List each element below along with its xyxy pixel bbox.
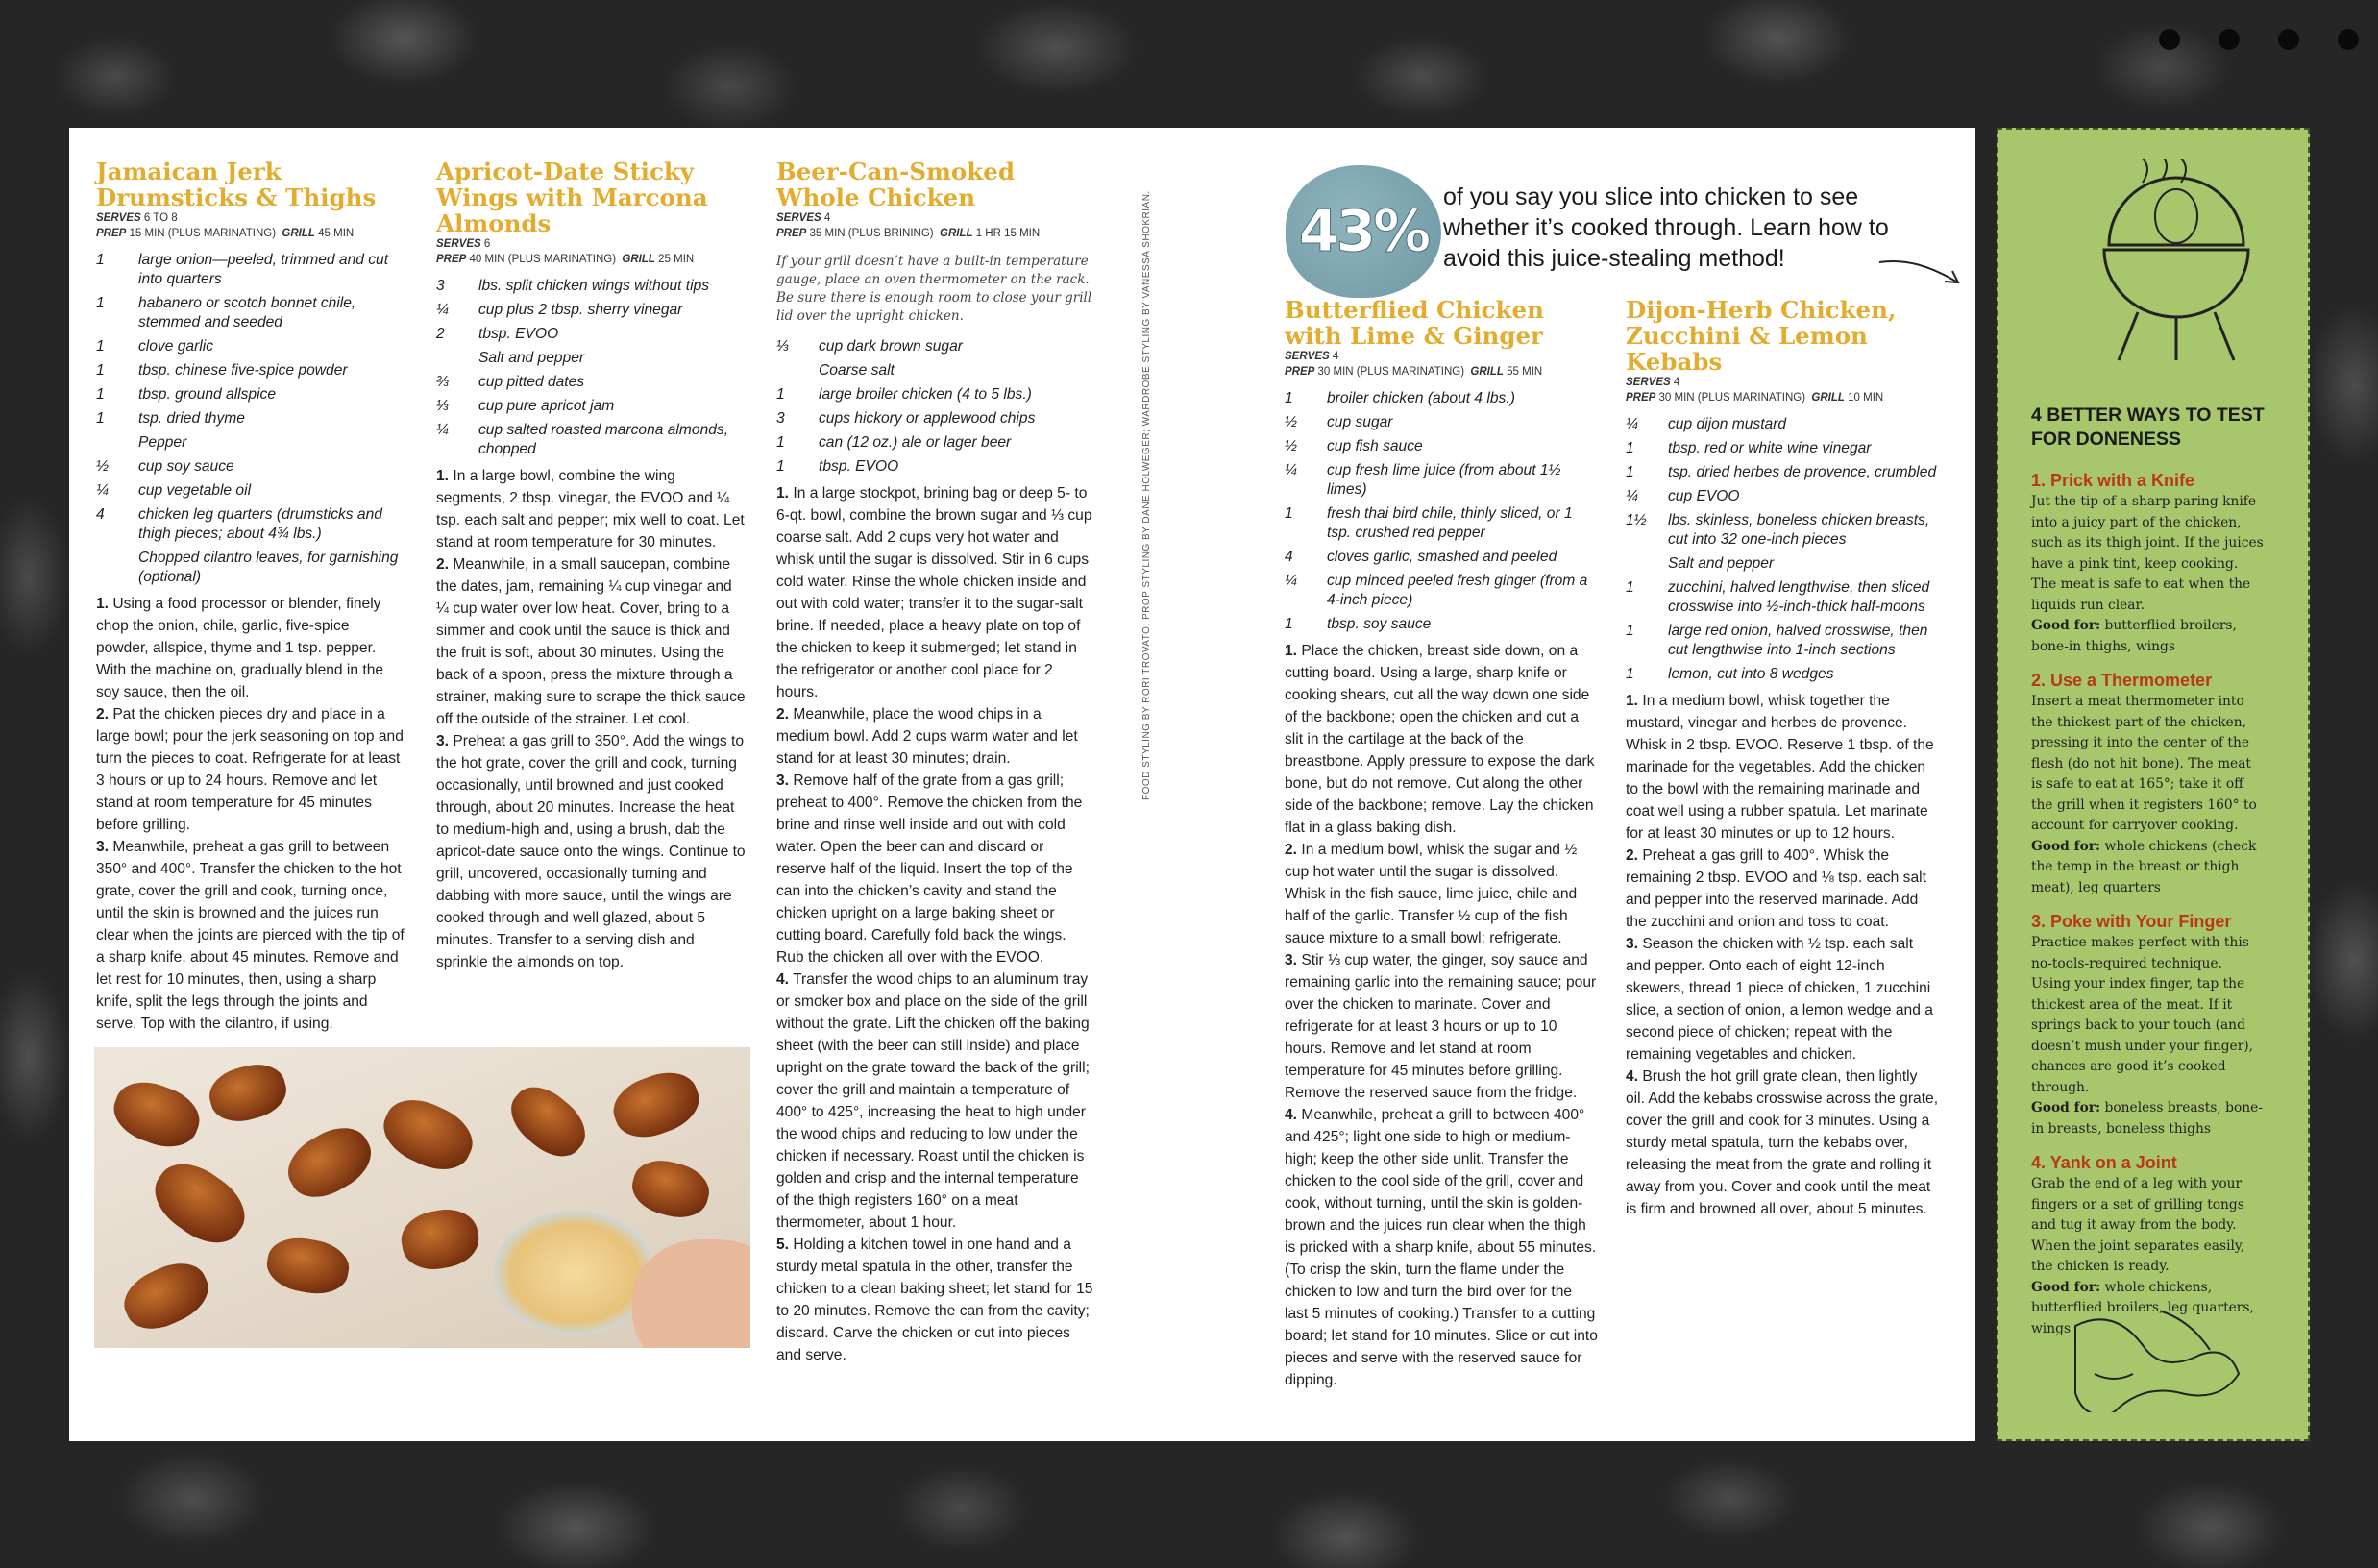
recipe-step [776, 968, 1093, 1234]
step-number: 3. [436, 733, 450, 749]
ingredient-text: cup fresh lime juice (from about 1½ limes) [1327, 462, 1561, 498]
ingredient-text: large onion—peeled, trimmed and cut into quarters [138, 252, 389, 287]
ingredient [96, 385, 405, 404]
step-text: Place the chicken, breast side down, on a cutting board. Using a large, sharp knife or cooking shears, cut all the way down one side of the backbone; open the chicken and cut a slit in the cartilage at the back of the breastbone. Apply pressure to expose the dark bone, but do not remove. Cut along the other side of the backbone; remove. Lay the chicken flat in a glass baking dish. [1285, 643, 1595, 836]
recipe-step [776, 1234, 1093, 1366]
ingredient [1626, 554, 1939, 574]
step-text: In a large bowl, combine the wing segments, 2 tbsp. vinegar, the EVOO and ¼ tsp. each salt and pepper; mix well to coat. Let stand at room temperature for 30 minutes. [436, 468, 745, 551]
ingredient-text: can (12 oz.) ale or lager beer [819, 434, 1012, 451]
ingredient-qty: 1 [1626, 623, 1634, 639]
ingredient-text: tbsp. red or white wine vinegar [1668, 440, 1872, 456]
ingredient-qty [96, 549, 138, 587]
ingredient-qty: ¼ [436, 422, 450, 438]
ingredient-text: cup vegetable oil [138, 482, 252, 499]
step-number: 4. [776, 971, 790, 988]
step-text: Using a food processor or blender, finely chop the onion, chile, garlic, five-spice powder, allspice, thyme and 1 tsp. pepper. With the machine on, gradually blend in the soy sauce, then the oil. [96, 596, 384, 700]
good-for-text: butterflied broilers, bone-in thighs, wings [2031, 618, 2237, 654]
ingredient-text: lbs. skinless, boneless chicken breasts, cut into 32 one-inch pieces [1668, 512, 1930, 548]
recipe-meta: SERVES 4 [1626, 377, 1680, 388]
ingredient-qty: ¼ [1285, 573, 1298, 589]
tip-body [2031, 492, 2266, 657]
ingredient [436, 277, 746, 296]
ingredient-text: clove garlic [138, 338, 213, 355]
recipe-step [1285, 1104, 1598, 1391]
ingredient [96, 251, 405, 289]
ingredient [1285, 548, 1598, 567]
step-list [436, 465, 746, 973]
recipe-butterflied [1285, 128, 1598, 1391]
step-number: 1. [776, 485, 790, 502]
ingredient-qty [436, 349, 478, 368]
recipe-title: Butterflied Chicken with Lime & Ginger [1285, 296, 1544, 350]
ingredient-text: broiler chicken (about 4 lbs.) [1327, 390, 1515, 406]
tip-text: Jut the tip of a sharp paring knife into a juicy part of the chicken, such as its thigh joint. If the juices have a pink tint, keep cooking. The meat is safe to eat when the liquids run clear. [2031, 494, 2264, 613]
ingredient-qty: ¼ [1626, 416, 1639, 432]
ingredient [436, 373, 746, 392]
ingredient-qty: ¼ [96, 482, 110, 499]
ingredient-text: zucchini, halved lengthwise, then sliced crosswise into ½-inch-thick half-moons [1668, 579, 1930, 615]
recipe-step [1626, 933, 1939, 1066]
ingredient [776, 385, 1093, 404]
step-text: Stir ⅓ cup water, the ginger, soy sauce and remaining garlic into the remaining sauce; pour over the chicken to marinate. Cover and refrigerate for at least 3 hours or up to 10 hours. Remove and let stand at room temperature for 45 minutes before grilling. Remove the reserved sauce from the fridge. [1285, 952, 1597, 1101]
recipe-step [436, 730, 746, 973]
ingredient-qty: 1 [96, 386, 105, 403]
ingredient-text: cups hickory or applewood chips [819, 410, 1036, 427]
ingredient-text: cup plus 2 tbsp. sherry vinegar [478, 302, 683, 318]
step-text: Transfer the wood chips to an aluminum tray or smoker box and place on the side of the grill without the grate. Lift the chicken off the baking sheet (with the beer can still inside) and place upright on the grate toward the back of the grill; cover the grill and maintain a temperature of 400° to 425°, increasing the heat to high under the wood chips and reducing to low under the chicken if necessary. Roast until the chicken is golden and crisp and the internal temperature of the thigh registers 160° on a meat thermometer, about 1 hour. [776, 971, 1090, 1231]
step-number: 3. [776, 772, 790, 789]
recipe-meta: SERVES 6 TO 8 [96, 212, 178, 224]
recipe-step [96, 836, 405, 1035]
good-for-label: Good for: [2031, 1279, 2101, 1295]
ingredient [96, 361, 405, 380]
tip-text: Practice makes perfect with this no-tools-required technique. Using your index finger, tap the thickest area of the meat. If it springs back to your touch (and doesn’t mush under your finger), chances are good it’s cooked through. [2031, 935, 2254, 1095]
ingredient-text: large red onion, halved crosswise, then cut lengthwise into 1-inch sections [1668, 623, 1928, 658]
tip-body [2031, 692, 2266, 898]
ingredient [1285, 504, 1598, 543]
ingredient-text: tsp. dried herbes de provence, crumbled [1668, 464, 1937, 480]
step-text: Meanwhile, preheat a gas grill to between 350° and 400°. Transfer the chicken to the hot grate, cover the grill and cook, turning once, until the skin is browned and the juices run clear when the joints are pierced with the tip of a sharp knife, about 45 minutes. Remove and let rest for 10 minutes, then, using a sharp knife, split the legs through the joints and serve. Top with the cilantro, if using. [96, 839, 405, 1032]
stat-text: of you say you slice into chicken to see whether it’s cooked through. Learn how to avoid this juice-stealing method! [1443, 184, 1889, 272]
ingredient-qty: 1 [776, 458, 785, 475]
good-for-label: Good for: [2031, 838, 2101, 854]
ingredient-qty: ½ [96, 458, 110, 475]
ingredient-text: chicken leg quarters (drumsticks and thigh pieces; about 4¾ lbs.) [138, 506, 382, 542]
ingredient-qty: ½ [1285, 438, 1298, 454]
step-text: Preheat a gas grill to 350°. Add the wings to the hot grate, cover the grill and cook, turning occasionally, until browned and just cooked through, about 20 minutes. Increase the heat to medium-high and, using a brush, dab the apricot-date sauce onto the wings. Continue to grill, uncovered, occasionally turning and dabbing with more sauce, until the wings are cooked through and well glazed, about 5 minutes. Transfer to a serving dish and sprinkle the almonds on top. [436, 733, 746, 970]
step-list [96, 593, 405, 1035]
recipe-wings [436, 128, 746, 973]
ingredient-text: cup salted roasted marcona almonds, chopped [478, 422, 729, 457]
ingredient-qty: ⅔ [436, 374, 450, 390]
good-for-text: whole chickens, butterflied broilers, leg quarters, wings [2031, 1279, 2254, 1336]
ingredient-text: tsp. dried thyme [138, 410, 245, 427]
step-text: Holding a kitchen towel in one hand and a sturdy metal spatula in the other, transfer the chicken to a clean baking sheet; let stand for 15 to 20 minutes. Remove the can from the cavity; discard. Carve the chicken or cut into pieces and serve. [776, 1237, 1093, 1363]
ingredient-text: tbsp. chinese five-spice powder [138, 362, 348, 379]
ingredient-qty: 1 [96, 252, 105, 268]
recipe-meta: SERVES 4 [1285, 351, 1339, 362]
ingredient [436, 325, 746, 344]
tip-list [2031, 469, 2266, 1339]
ingredient-text: Chopped cilantro leaves, for garnishing (optional) [138, 550, 399, 585]
ingredient-text: Pepper [138, 434, 187, 451]
step-text: In a large stockpot, brining bag or deep 5- to 6-qt. bowl, combine the brown sugar and ⅓ cup coarse salt. Add 2 cups very hot water and whisk until the sugar is dissolved. Stir in 6 cups cold water. Rinse the whole chicken inside and out with cold water; transfer it to the sugar-salt brine. If needed, place a heavy plate on top of the chicken to keep it submerged; let stand in the refrigerator or another cool place for 2 hours. [776, 485, 1092, 700]
recipe-step [436, 465, 746, 553]
ingredient-text: cup EVOO [1668, 488, 1740, 504]
ingredient-qty: 1 [1285, 505, 1293, 522]
step-number: 1. [96, 596, 110, 612]
recipe-step [1626, 1066, 1939, 1220]
recipe-step [1285, 949, 1598, 1104]
ingredient-text: cup dijon mustard [1668, 416, 1787, 432]
photo-credit: FOOD STYLING BY RORI TROVATO; PROP STYLING BY DANE HOLWEGER; WARDROBE STYLING BY VANESSA SHOKRIAN. [1141, 190, 1152, 800]
tip-body [2031, 933, 2266, 1139]
ingredient-text: cup minced peeled fresh ginger (from a 4-inch piece) [1327, 573, 1588, 608]
ingredient [776, 457, 1093, 477]
sidebar-heading: 4 BETTER WAYS TO TEST FOR DONENESS [2031, 404, 2265, 450]
step-number: 1. [1285, 643, 1298, 659]
ingredient-qty: 1½ [1626, 512, 1647, 528]
ingredient-qty: 1 [1285, 390, 1293, 406]
ingredient-qty: 1 [1626, 440, 1634, 456]
recipe-meta: SERVES 4 [776, 212, 831, 224]
step-number: 4. [1626, 1068, 1639, 1085]
step-number: 3. [1285, 952, 1298, 968]
ingredient-qty [96, 433, 138, 453]
step-text: Meanwhile, preheat a grill to between 400° and 425°; light one side to high or medium-high; keep the other side unlit. Transfer the chicken to the cool side of the grill, cover and cook, without turning, until the skin is golden-brown and the juices run clear when the thigh is pricked with a sharp knife, about 55 minutes. (To crisp the skin, turn the flame under the chicken to low and turn the bird over for the last 5 minutes of cooking.) Transfer to a cutting board; let stand for 10 minutes. Slice or cut into pieces and serve with the reserved sauce for dipping. [1285, 1107, 1598, 1388]
ingredient-text: tbsp. EVOO [478, 326, 559, 342]
ingredient-text: cup pure apricot jam [478, 398, 615, 414]
recipe-title: Dijon-Herb Chicken, Zucchini & Lemon Kebabs [1626, 296, 1897, 376]
recipe-times: PREP 30 MIN (PLUS MARINATING) GRILL 10 MIN [1626, 392, 1884, 404]
recipe-title: Jamaican Jerk Drumsticks & Thighs [96, 158, 377, 211]
recipe-step [776, 703, 1093, 770]
good-for-label: Good for: [2031, 1100, 2101, 1115]
ingredient-text: tbsp. ground allspice [138, 386, 277, 403]
ingredient-qty: 4 [96, 506, 105, 523]
ingredient-qty: 1 [1626, 579, 1634, 596]
recipe-meta: SERVES 6 [436, 238, 491, 250]
ingredient-list [436, 277, 746, 459]
ingredient [96, 457, 405, 477]
tip-title: 3. Poke with Your Finger [2031, 912, 2232, 931]
tip-title: 2. Use a Thermometer [2031, 671, 2213, 690]
ingredient [96, 409, 405, 429]
tip-title: 1. Prick with a Knife [2031, 471, 2195, 490]
ingredient-qty: 4 [1285, 549, 1293, 565]
step-text: Remove half of the grate from a gas grill; preheat to 400°. Remove the chicken from the brine and rinse well inside and out with cold water. Open the beer can and discard or reserve half of the liquid. Insert the top of the can into the chicken’s cavity and stand the chicken upright on a large baking sheet or cutting board. Carefully fold back the wings. Rub the chicken all over with the EVOO. [776, 772, 1083, 966]
ingredient-list [776, 337, 1093, 477]
ingredient-text: cup dark brown sugar [819, 338, 963, 355]
ingredient-text: tbsp. EVOO [819, 458, 899, 475]
ingredient-text: habanero or scotch bonnet chile, stemmed and seeded [138, 295, 356, 331]
grill-icon [2085, 159, 2268, 370]
step-text: Pat the chicken pieces dry and place in a large bowl; pour the jerk seasoning on top and turn the pieces to coat. Refrigerate for at least 3 hours or up to 24 hours. Remove and let stand at room temperature for 45 minutes before grilling. [96, 706, 404, 833]
ingredient [1626, 487, 1939, 506]
ingredient-text: cloves garlic, smashed and peeled [1327, 549, 1557, 565]
step-text: In a medium bowl, whisk the sugar and ½ cup hot water until the sugar is dissolved. Whisk in the fish sauce, lime juice, chile and half of the garlic. Transfer ½ cup of the fish sauce mixture to a small bowl; refrigerate. [1285, 842, 1578, 946]
tip-text: Insert a meat thermometer into the thickest part of the chicken, pressing it into the center of the flesh (do not hit bone). The meat is safe to eat at 165°; take it off the grill when it registers 160° to account for carryover cooking. [2031, 694, 2257, 833]
ingredient-qty: ¼ [1626, 488, 1639, 504]
ingredient-qty: 1 [1285, 616, 1293, 632]
recipe-times: PREP 15 MIN (PLUS MARINATING) GRILL 45 MIN [96, 228, 355, 239]
recipe-title: Beer-Can-Smoked Whole Chicken [776, 158, 1015, 211]
ingredient-text: Salt and pepper [478, 350, 585, 366]
step-text: Preheat a gas grill to 400°. Whisk the remaining 2 tbsp. EVOO and ⅛ tsp. each salt and pepper into the reserved marinade. Add the zucchini and onion and toss to coat. [1626, 847, 1926, 930]
good-for-text: whole chickens (check the temp in the breast or thigh meat), leg quarters [2031, 838, 2257, 895]
ingredient [1285, 615, 1598, 634]
ingredient [96, 337, 405, 356]
ingredient-list [1626, 415, 1939, 684]
step-list [1285, 640, 1598, 1391]
wings-photo [94, 1047, 750, 1348]
ingredient-text: Salt and pepper [1668, 555, 1775, 572]
recipe-step [96, 703, 405, 836]
good-for-label: Good for: [2031, 618, 2101, 633]
ingredient-qty: ⅓ [436, 398, 450, 414]
ingredient-qty: 3 [776, 410, 785, 427]
recipe-step [776, 770, 1093, 968]
ingredient [1285, 413, 1598, 432]
step-text: Season the chicken with ½ tsp. each salt and pepper. Onto each of eight 12-inch skewers, thread 1 piece of chicken, 1 zucchini slice, a section of onion, a lemon wedge and a second piece of chicken; repeat with the remaining vegetables and chicken. [1626, 936, 1933, 1063]
step-number: 1. [1626, 693, 1639, 709]
ingredient-qty: 1 [96, 338, 105, 355]
ingredient-text: lbs. split chicken wings without tips [478, 278, 710, 294]
ingredient-text: cup pitted dates [478, 374, 585, 390]
recipe-jerk [96, 128, 405, 1035]
step-list [776, 482, 1093, 1366]
ingredient-qty: 3 [436, 278, 445, 294]
ingredient-text: cup sugar [1327, 414, 1393, 430]
recipe-times: PREP 35 MIN (PLUS BRINING) GRILL 1 HR 15 MIN [776, 228, 1041, 239]
ingredient [436, 349, 746, 368]
ingredient-qty: 1 [96, 362, 105, 379]
recipe-note: If your grill doesn’t have a built-in temperature gauge, place an oven thermometer on the rack. Be sure there is enough room to close your grill lid over the upright chicken. [776, 254, 1092, 324]
ingredient [776, 361, 1093, 380]
ingredient [436, 421, 746, 459]
ingredient-qty: 1 [1626, 464, 1634, 480]
ingredient [96, 294, 405, 332]
recipe-step [1626, 690, 1939, 845]
ingredient [1626, 463, 1939, 482]
recipe-beer-can [776, 128, 1093, 1366]
step-text: Brush the hot grill grate clean, then lightly oil. Add the kebabs crosswise across the grate, cover the grill and cook for 3 minutes. Using a sturdy metal spatula, turn the kebabs over, releasing the meat from the grate and rolling it away from you. Cover and cook until the meat is firm and browned all over, about 5 minutes. [1626, 1068, 1939, 1217]
ingredient-qty: ½ [1285, 414, 1298, 430]
ingredient-qty: 1 [96, 295, 105, 311]
ingredient-list [1285, 389, 1598, 634]
stat-percent: 43% [1298, 198, 1429, 265]
ingredient-text: tbsp. soy sauce [1327, 616, 1432, 632]
ingredient-text: cup soy sauce [138, 458, 234, 475]
recipe-step [1626, 845, 1939, 933]
ingredient [1285, 461, 1598, 500]
ingredient [436, 397, 746, 416]
step-number: 4. [1285, 1107, 1298, 1123]
step-number: 2. [1285, 842, 1298, 858]
ingredient-text: fresh thai bird chile, thinly sliced, or 1 tsp. crushed red pepper [1327, 505, 1573, 541]
recipe-step [436, 553, 746, 730]
recipe-step [96, 593, 405, 703]
ingredient [1626, 665, 1939, 684]
doneness-sidebar [1997, 128, 2310, 1441]
recipe-step [776, 482, 1093, 703]
step-number: 1. [436, 468, 450, 484]
ingredient [1285, 437, 1598, 456]
step-number: 2. [436, 556, 450, 573]
ingredient-qty [776, 361, 819, 380]
step-text: Meanwhile, in a small saucepan, combine the dates, jam, remaining ¼ cup vinegar and ¼ cup water over low heat. Cover, bring to a simmer and cook until the sauce is thick and the fruit is soft, about 30 minutes. Using the back of a spoon, press the mixture through a strainer, making sure to scrape the thick sauce off the outside of the strainer. Let cool. [436, 556, 746, 727]
ingredient [96, 505, 405, 544]
magazine-page [69, 128, 1975, 1441]
ingredient [1285, 572, 1598, 610]
ingredient [776, 409, 1093, 429]
step-text: In a medium bowl, whisk together the mustard, vinegar and herbes de provence. Whisk in 2 tbsp. EVOO. Reserve 1 tbsp. of the marinade for the vegetables. Add the chicken to the bowl with the remaining marinade and coat well using a rubber spatula. Let marinate for at least 30 minutes or up to 12 hours. [1626, 693, 1934, 842]
ingredient [1626, 622, 1939, 660]
ingredient [96, 433, 405, 453]
ingredient [96, 549, 405, 587]
recipe-times: PREP 40 MIN (PLUS MARINATING) GRILL 25 MIN [436, 254, 695, 265]
ingredient-qty: 1 [776, 386, 785, 403]
tip-text: Grab the end of a leg with your fingers or a set of grilling tongs and tug it away from the body. When the joint separates easily, the chicken is ready. [2031, 1176, 2245, 1274]
step-list [1626, 690, 1939, 1220]
ingredient-qty: 1 [96, 410, 105, 427]
step-number: 2. [776, 706, 790, 723]
recipe-times: PREP 30 MIN (PLUS MARINATING) GRILL 55 MIN [1285, 366, 1543, 378]
ingredient [436, 301, 746, 320]
ingredient-qty: 2 [436, 326, 445, 342]
tip-title: 4. Yank on a Joint [2031, 1153, 2177, 1172]
ingredient-qty: 1 [1626, 666, 1634, 682]
grill-holes [2159, 29, 2359, 50]
ingredient-qty [1626, 554, 1668, 574]
ingredient [776, 337, 1093, 356]
recipe-kebabs [1626, 128, 1939, 1220]
recipe-title: Apricot-Date Sticky Wings with Marcona Almonds [436, 158, 708, 237]
ingredient [1626, 439, 1939, 458]
ingredient-text: large broiler chicken (4 to 5 lbs.) [819, 386, 1032, 403]
ingredient [1285, 389, 1598, 408]
ingredient [1626, 511, 1939, 550]
ingredient [776, 433, 1093, 453]
step-text: Meanwhile, place the wood chips in a medium bowl. Add 2 cups warm water and let stand for at least 30 minutes; drain. [776, 706, 1078, 767]
ingredient-list [96, 251, 405, 587]
ingredient-text: cup fish sauce [1327, 438, 1423, 454]
ingredient-text: Coarse salt [819, 362, 895, 379]
step-number: 2. [96, 706, 110, 723]
recipe-step [1285, 839, 1598, 949]
ingredient-qty: ¼ [1285, 462, 1298, 478]
ingredient-qty: ⅓ [776, 338, 790, 355]
recipe-step [1285, 640, 1598, 839]
step-number: 3. [1626, 936, 1639, 952]
ingredient [1626, 578, 1939, 617]
step-number: 3. [96, 839, 110, 855]
ingredient-text: lemon, cut into 8 wedges [1668, 666, 1834, 682]
sidebar-content [2031, 404, 2266, 1351]
ingredient-qty: ¼ [436, 302, 450, 318]
chicken-leg-icon [2056, 1297, 2248, 1412]
good-for-text: boneless breasts, bone-in breasts, boneless thighs [2031, 1100, 2263, 1137]
ingredient [1626, 415, 1939, 434]
step-number: 2. [1626, 847, 1639, 864]
ingredient [96, 481, 405, 501]
step-number: 5. [776, 1237, 790, 1253]
ingredient-qty: 1 [776, 434, 785, 451]
